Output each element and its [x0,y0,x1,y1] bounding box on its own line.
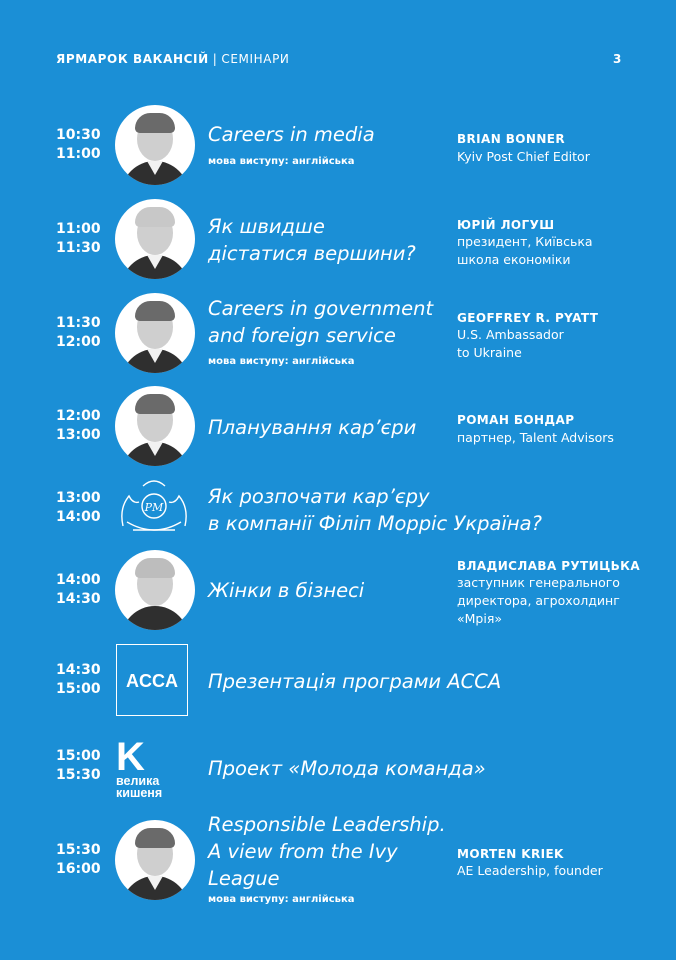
language-note: мова виступу: англійська [208,356,355,367]
title-line: Презентація програми ACCA [208,670,502,693]
speaker-name: GEOFFREY R. PYATT [457,311,599,325]
session-time [56,661,101,699]
role-line: U.S. Ambassador [457,327,564,342]
end-time: 16:00 [56,861,101,877]
speaker-photo [115,550,195,630]
title-line: Проект «Молода команда» [208,757,486,780]
speaker-role [457,574,620,628]
role-line: школа економіки [457,252,571,267]
speaker-photo [115,105,195,185]
k-mark-icon: K [116,735,145,779]
header-separator: | [212,52,218,66]
role-line: президент, Київська [457,234,593,249]
title-line: A view from the Ivy [208,840,398,863]
session-title [208,121,375,148]
speaker-name: MORTEN KRIEK [457,847,564,861]
speaker-role [457,233,593,269]
speaker-role [457,862,603,880]
session-title [208,213,416,267]
title-line: дістатися вершини? [208,242,416,265]
title-line: Жінки в бізнесі [208,579,365,602]
role-line: директора, агрохолдинг [457,593,620,608]
start-time: 10:30 [56,127,101,143]
page-number: 3 [613,52,622,66]
end-time: 14:30 [56,591,101,607]
session-time [56,571,101,609]
start-time: 14:30 [56,662,101,678]
end-time: 11:30 [56,240,101,256]
session-title [208,483,542,537]
speaker-photo [115,293,195,373]
session-time [56,407,101,445]
end-time: 11:00 [56,146,101,162]
title-line: Як розпочати кар’єру [208,485,430,508]
speaker-photo [115,820,195,900]
title-line: Careers in media [208,123,375,146]
session-time [56,314,101,352]
start-time: 11:00 [56,221,101,237]
speaker-name: ЮРІЙ ЛОГУШ [457,218,555,232]
acca-logo [116,644,188,716]
language-note: мова виступу: англійська [208,156,355,167]
session-time [56,841,101,879]
speaker-photo [115,199,195,279]
end-time: 13:00 [56,427,101,443]
velyka-kyshenia-logo [116,737,182,801]
speaker-photo [115,386,195,466]
title-line: Планування кар’єри [208,416,417,439]
title-line: Careers in government [208,297,434,320]
philip-morris-logo [113,478,195,538]
session-title [208,295,433,349]
role-line: to Ukraine [457,345,522,360]
session-time [56,126,101,164]
role-line: заступник генерального [457,575,620,590]
session-time [56,220,101,258]
title-line: and foreign service [208,324,396,347]
start-time: 14:00 [56,572,101,588]
role-line: партнер, Talent Advisors [457,430,614,445]
header-subsection: СЕМІНАРИ [221,52,290,66]
speaker-name: ВЛАДИСЛАВА РУТИЦЬКА [457,559,641,573]
role-line: «Мрія» [457,611,503,626]
title-line: League [208,867,280,890]
speaker-role [457,148,590,166]
language-note: мова виступу: англійська [208,894,355,905]
pm-logo-text: PM [144,501,164,514]
session-title [208,755,486,782]
start-time: 15:00 [56,748,101,764]
session-title [208,811,446,892]
title-line: в компанії Філіп Морріс Україна? [208,512,542,535]
header-title [56,52,290,66]
role-line: Kyiv Post Chief Editor [457,149,590,164]
speaker-role [457,326,564,362]
end-time: 15:30 [56,767,101,783]
speaker-name: РОМАН БОНДАР [457,413,575,427]
session-title [208,414,416,441]
end-time: 12:00 [56,334,101,350]
title-line: Як швидше [208,215,325,238]
start-time: 15:30 [56,842,101,858]
title-line: Responsible Leadership. [208,813,446,836]
speaker-role [457,429,614,447]
end-time: 14:00 [56,509,101,525]
speaker-name: BRIAN BONNER [457,132,566,146]
session-time [56,489,101,527]
start-time: 13:00 [56,490,101,506]
start-time: 12:00 [56,408,101,424]
role-line: AE Leadership, founder [457,863,603,878]
session-time [56,747,101,785]
start-time: 11:30 [56,315,101,331]
session-title [208,668,501,695]
end-time: 15:00 [56,681,101,697]
velyka-kyshenia-logo-text: велика кишеня [116,774,163,800]
header-section: ЯРМАРОК ВАКАНСІЙ [56,52,209,66]
session-title [208,577,364,604]
acca-logo-text: ACCA [126,671,178,691]
